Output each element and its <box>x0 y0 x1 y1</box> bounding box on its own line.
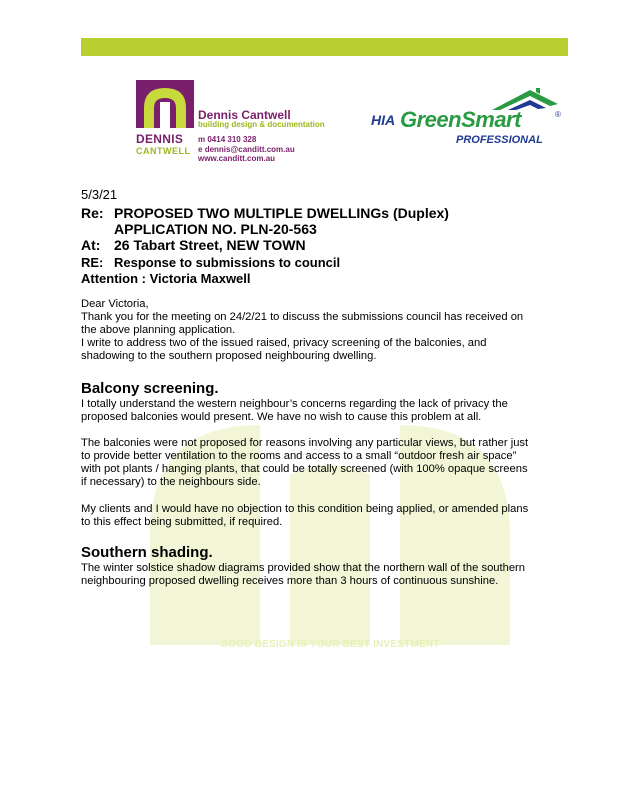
paragraph-line: with pot plants / hanging plants, that could be totally screened (with 100% opaque screens <box>81 463 528 475</box>
paragraph-line: to provide better ventilation to the rooms and access to a small “outdoor fresh air space” <box>81 450 517 462</box>
paragraph-line: if necessary) to the neighbours side. <box>81 476 261 488</box>
registered-mark: ® <box>555 110 561 119</box>
paragraph-line: to this effect being submitted, if required. <box>81 516 283 528</box>
paragraph-line: The balconies were not proposed for reasons involving any particular views, but rather just <box>81 437 529 449</box>
paragraph-line: The winter solstice shadow diagrams provided show that the northern wall of the southern <box>81 562 526 574</box>
professional-text: PROFESSIONAL <box>456 134 543 146</box>
header-accent-bar <box>81 38 568 56</box>
re-label: Re: <box>81 205 104 221</box>
at-label: At: <box>81 237 101 253</box>
application-number: APPLICATION NO. PLN-20-563 <box>114 221 317 237</box>
company-tagline: building design & documentation <box>198 120 325 129</box>
balcony-paragraph-3 <box>81 503 561 529</box>
intro-line: Thank you for the meeting on 24/2/21 to discuss the submissions council has received on <box>81 311 524 323</box>
paragraph-line: I totally understand the western neighbour’s concerns regarding the lack of privacy the <box>81 398 508 410</box>
mobile-line <box>198 135 295 145</box>
company-name: Dennis Cantwell <box>198 108 291 122</box>
mobile-number: 0414 310 328 <box>207 135 257 144</box>
email-address: dennis@canditt.com.au <box>204 144 295 154</box>
intro-line: shadowing to the southern proposed neighbouring dwelling. <box>81 350 377 362</box>
heading-southern-shading: Southern shading. <box>81 544 213 561</box>
re2-subject: Response to submissions to council <box>114 255 341 270</box>
mobile-prefix: m <box>198 135 206 144</box>
logo-mark-dennis: DENNIS <box>136 132 184 146</box>
hia-text: HIA <box>371 112 396 128</box>
website: www.canditt.com.au <box>198 154 276 163</box>
site-address: 26 Tabart Street, NEW TOWN <box>114 237 306 253</box>
paragraph-line: proposed balconies would present. We have no wish to cause this problem at all. <box>81 411 482 423</box>
intro-line: I write to address two of the issued raised, privacy screening of the balconies, and <box>81 337 487 349</box>
re2-label: RE: <box>81 255 104 270</box>
heading-balcony-screening: Balcony screening. <box>81 380 219 397</box>
intro-line: the above planning application. <box>81 324 236 336</box>
balcony-paragraph-1 <box>81 398 561 424</box>
attention-line: Attention : Victoria Maxwell <box>81 271 251 286</box>
company-contact <box>198 135 295 164</box>
salutation: Dear Victoria, <box>81 298 149 310</box>
re-subject: PROPOSED TWO MULTIPLE DWELLINGs (Duplex) <box>114 205 449 221</box>
email-prefix: e <box>198 144 203 154</box>
email-line <box>198 145 295 155</box>
paragraph-line: neighbouring proposed dwelling receives more than 3 hours of continuous sunshine. <box>81 575 499 587</box>
watermark-slogan: GOOD DESIGN IS YOUR BEST INVESTMENT <box>220 639 440 650</box>
paragraph-line: My clients and I would have no objection to this condition being applied, or amended plans <box>81 503 529 515</box>
letter-date: 5/3/21 <box>81 187 118 202</box>
shading-paragraph <box>81 562 561 588</box>
logo-mark-cantwell: CANTWELL <box>136 146 191 156</box>
balcony-paragraph-2 <box>81 437 561 489</box>
salutation-and-intro <box>81 298 561 363</box>
greensmart-text: GreenSmart <box>400 107 521 132</box>
